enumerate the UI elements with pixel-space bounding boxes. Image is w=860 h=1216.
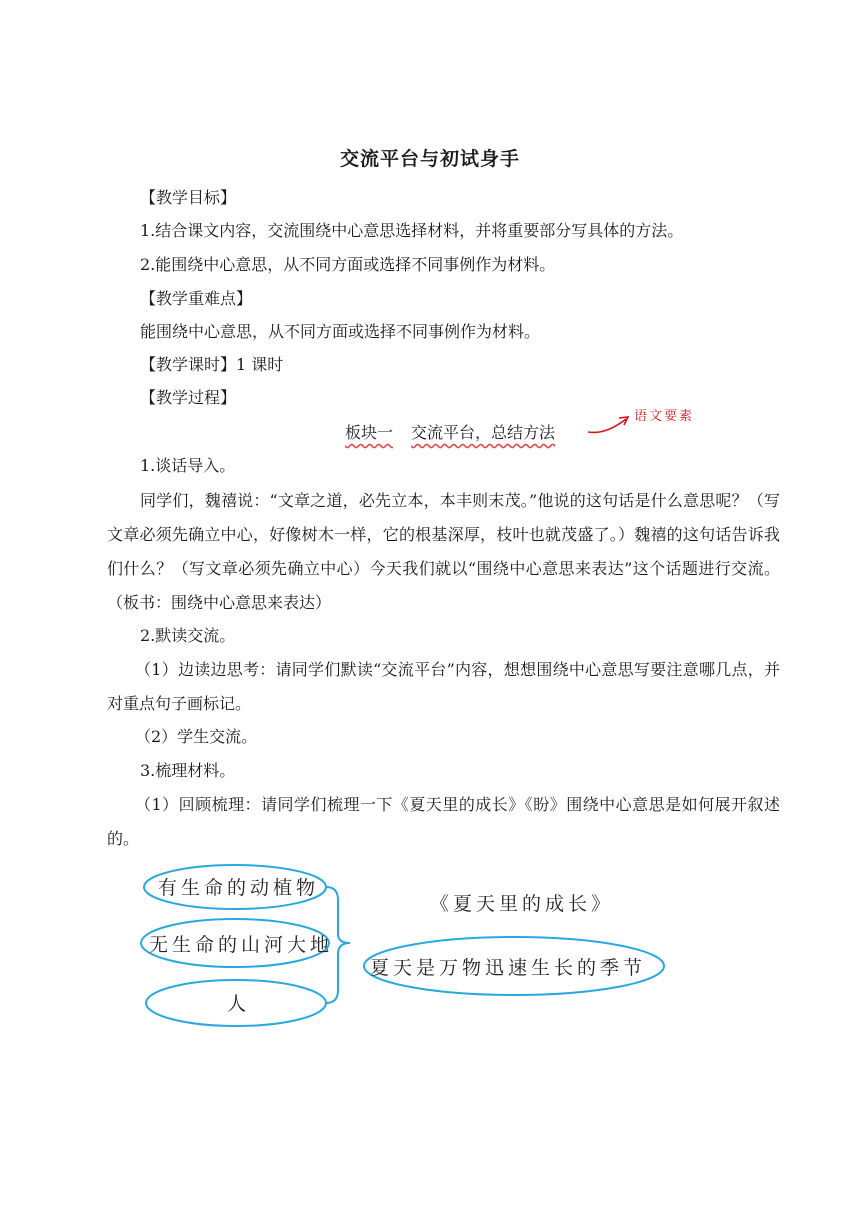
goal-item-2: 2.能围绕中心意思，从不同方面或选择不同事例作为材料。 xyxy=(140,255,556,274)
block-heading xyxy=(345,418,555,448)
block-title: 交流平台，总结方法 xyxy=(411,423,556,442)
page-title: 交流平台与初试身手 xyxy=(339,148,520,170)
diagram-book-title: 《夏天里的成长》 xyxy=(430,893,615,915)
diagram-item-3: 人 xyxy=(227,993,251,1015)
process-heading: 【教学过程】 xyxy=(140,388,237,407)
block-part-label: 板块一 xyxy=(345,423,394,442)
goal-item-1: 1.结合课文内容，交流围绕中心意思选择材料，并将重要部分写具体的方法。 xyxy=(140,221,684,240)
step-2-item-2: （2）学生交流。 xyxy=(135,727,258,746)
step-1-heading: 1.谈话导入。 xyxy=(140,456,236,475)
goals-heading: 【教学目标】 xyxy=(140,188,237,207)
class-hours: 【教学课时】1 课时 xyxy=(140,355,284,374)
step-3-item-1: （1）回顾梳理：请同学们梳理一下《夏天里的成长》《盼》围绕中心意思是如何展开叙述的。 xyxy=(107,795,780,848)
diagram-item-1: 有生命的动植物 xyxy=(158,877,320,899)
annotation-arrow-icon xyxy=(586,410,636,436)
key-points-heading: 【教学重难点】 xyxy=(140,289,253,308)
diagram-center-text: 夏天是万物迅速生长的季节 xyxy=(370,957,647,979)
key-points-text: 能围绕中心意思，从不同方面或选择不同事例作为材料。 xyxy=(140,322,541,341)
step-2-item-1: （1）边读边思考：请同学们默读“交流平台”内容，想想围绕中心意思写要注意哪几点，并对重点句子画标记。 xyxy=(107,660,780,713)
step-3-heading: 3.梳理材料。 xyxy=(140,761,236,780)
step-2-heading: 2.默读交流。 xyxy=(140,626,236,645)
diagram-item-2: 无生命的山河大地 xyxy=(149,934,334,956)
step-1-paragraph: 同学们，魏禧说：“文章之道，必先立本，本丰则末茂。”他说的这句话是什么意思呢？（写文章必须先确立中心，好像树木一样，它的根基深厚，枝叶也就茂盛了。）魏禧的这句话告诉我们什么？（写文章必须先确立中心）今天我们就以“围绕中心意思来表达”这个话题进行交流。（板书：围绕中心意思来表达） xyxy=(107,491,780,612)
annotation-label: 语文要素 xyxy=(634,409,695,424)
